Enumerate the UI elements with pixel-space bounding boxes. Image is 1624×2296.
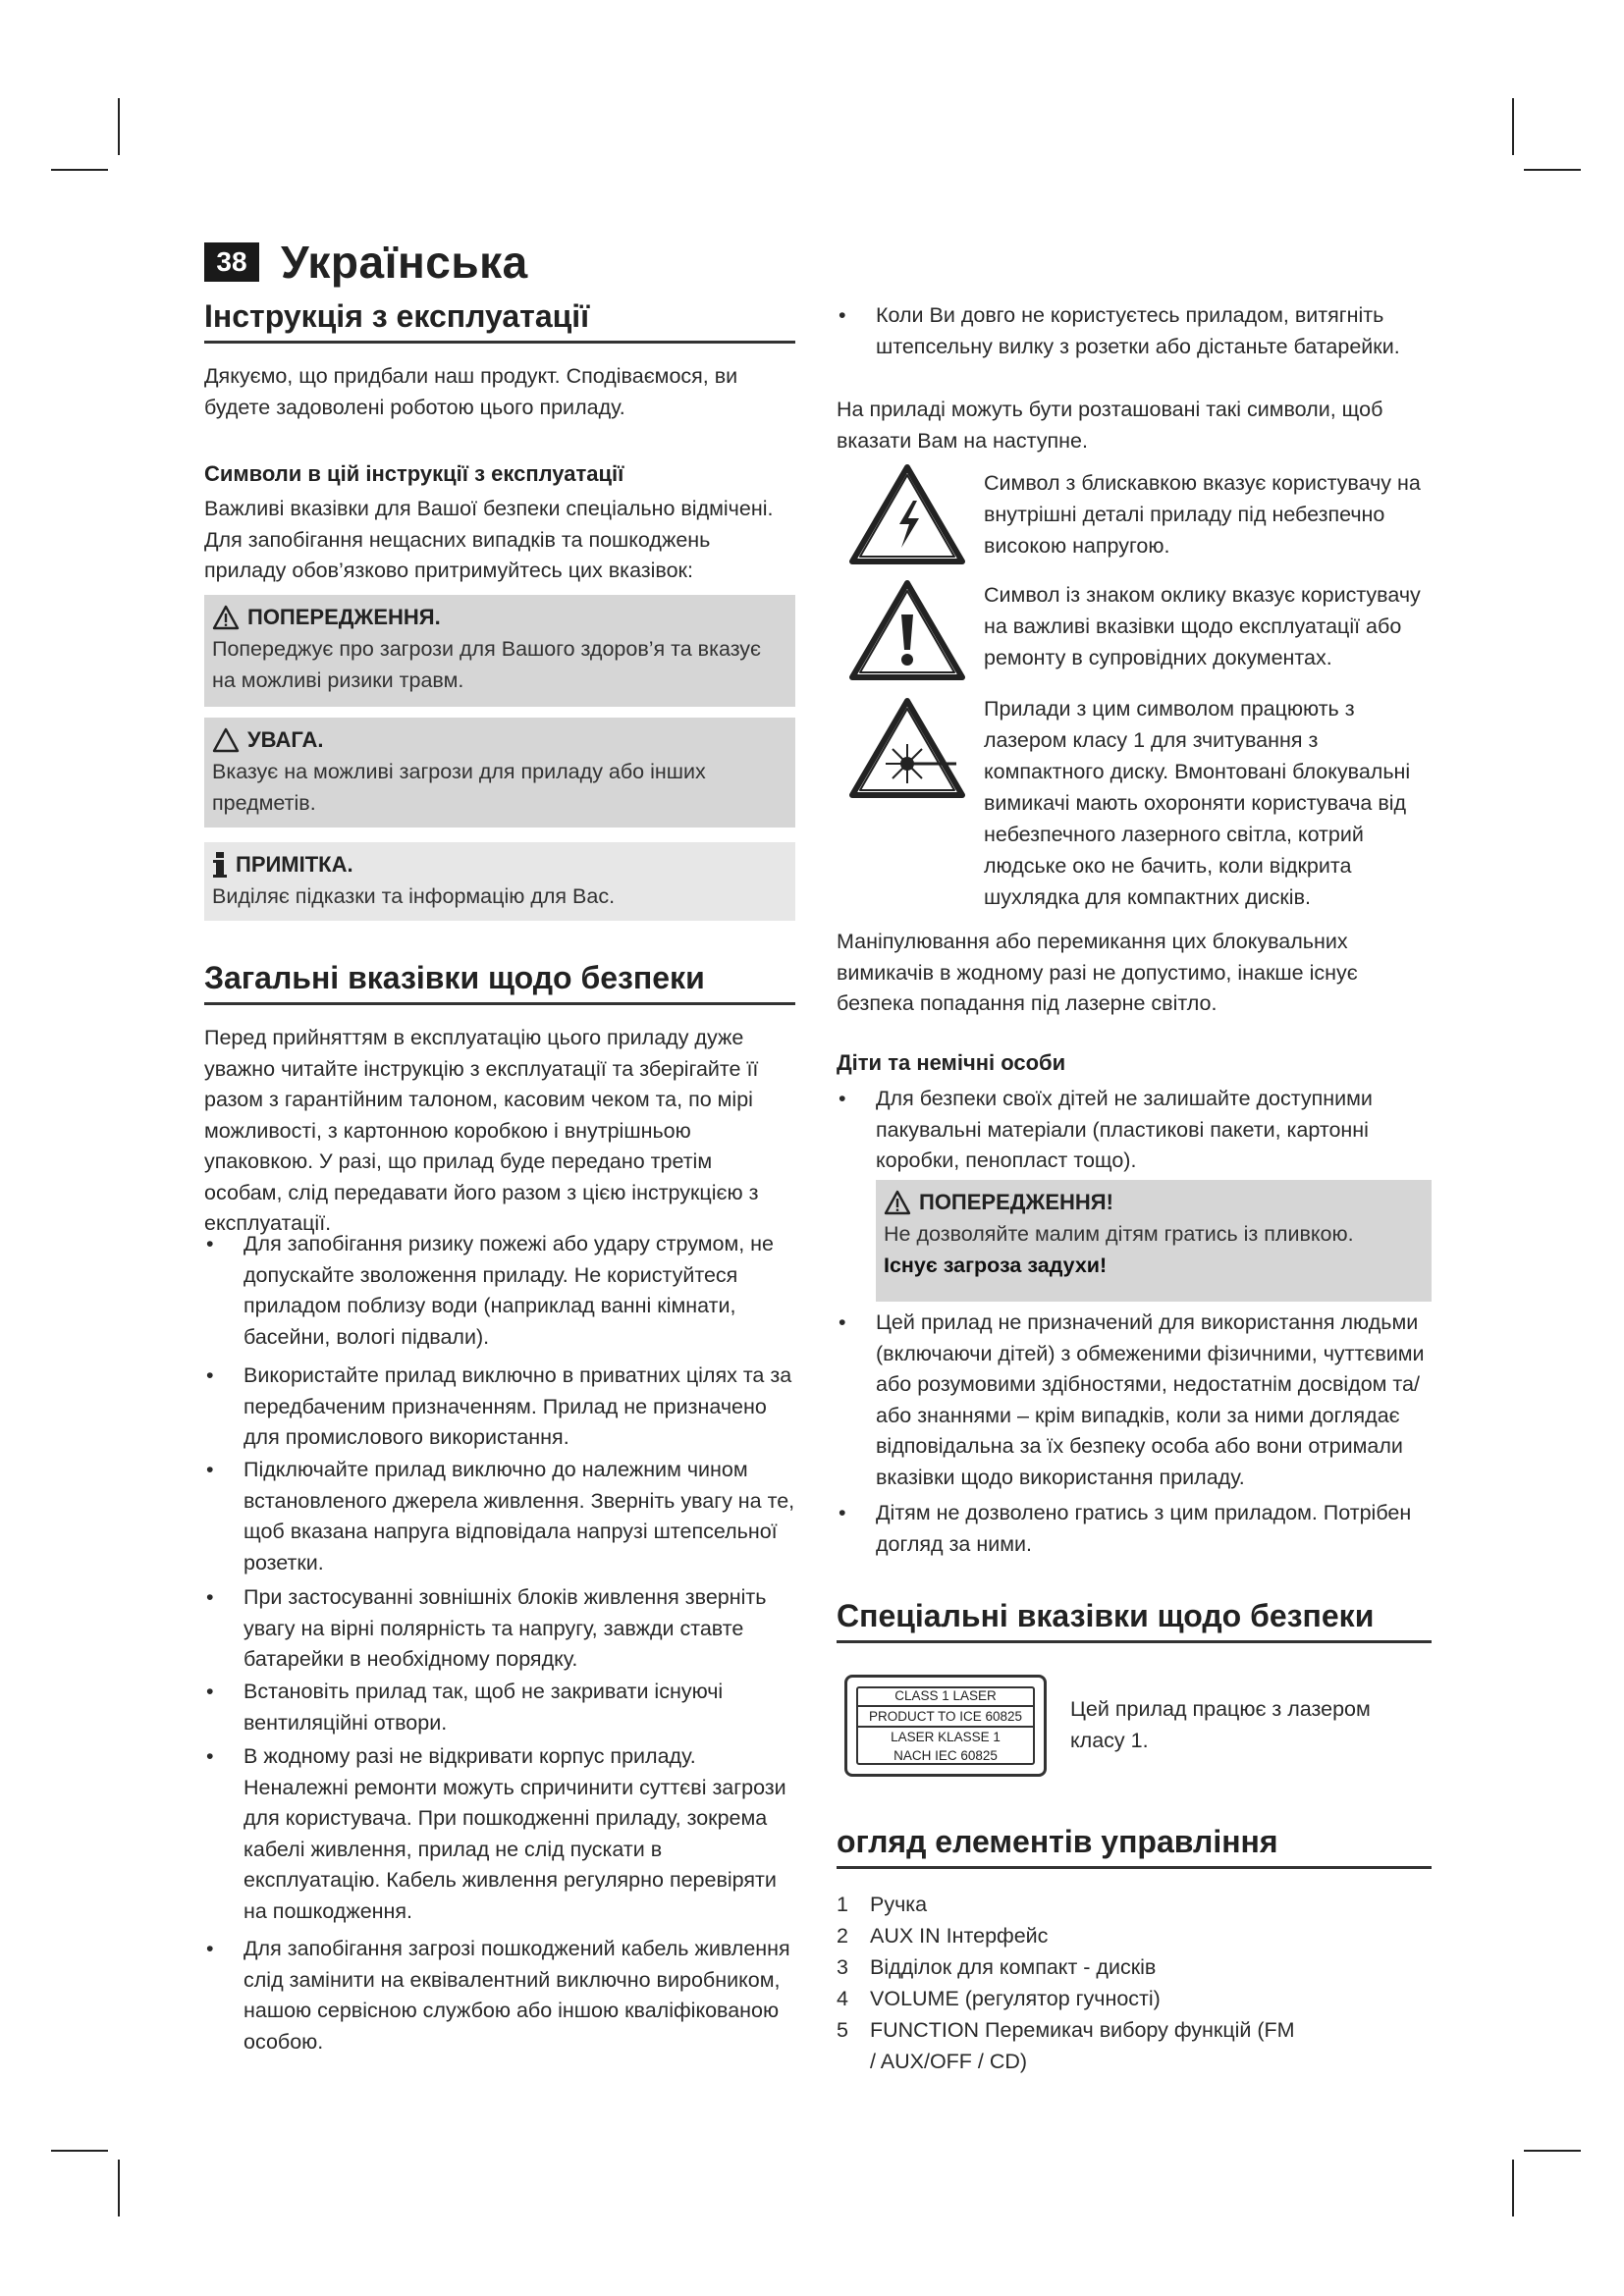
crop-mark: [1524, 169, 1581, 171]
list-item: • Використайте прилад виключно в приватних цілях та за передбаченим призначенням. Прилад не призначено для промислового використання.: [206, 1363, 792, 1449]
page-number: 38: [204, 242, 259, 282]
list-item: 4 VOLUME (регулятор гучності): [837, 1987, 1161, 2010]
lightning-symbol: [846, 461, 968, 574]
caution-triangle-icon: [212, 727, 240, 753]
special-safety-text: Цей прилад працює з лазером класу 1.: [1070, 1697, 1371, 1752]
laser-label-line: PRODUCT TO ICE 60825: [858, 1705, 1033, 1728]
crop-mark: [118, 98, 120, 155]
caution-box: [204, 718, 795, 828]
children-warning-box: [876, 1180, 1432, 1302]
symbols-intro-text: На приладі можуть бути розташовані такі символи, щоб вказати Вам на наступне.: [837, 398, 1383, 453]
list-item: • В жодному разі не відкривати корпус приладу. Неналежні ремонти можуть спричинити суттєві загрози для користувача. При пошкодженні приладу, зокрема кабелі живлення, прилад не слід пускати в експлуатацію. Кабель живлення регулярно перевіряти на пошкодження.: [206, 1744, 786, 1923]
list-item: 3 Відділок для компакт - дисків: [837, 1955, 1157, 1979]
section-title-special-safety: Спеціальні вказівки щодо безпеки: [837, 1598, 1432, 1643]
list-item: • Коли Ви довго не користуєтесь приладом, витягніть штепсельну вилку з розетки або дістаньте батарейки.: [839, 303, 1400, 358]
laser-label-line: CLASS 1 LASER: [894, 1688, 997, 1703]
list-item: • Для безпеки своїх дітей не залишайте доступними пакувальні матеріали (пластикові пакети, картонні коробки, пенопласт тощо).: [839, 1087, 1373, 1172]
list-item: • Встановіть прилад так, щоб не закривати існуючі вентиляційні отвори.: [206, 1680, 724, 1735]
children-warning-label: ПОПЕРЕДЖЕННЯ!: [919, 1190, 1113, 1214]
laser-label-line: LASER KLASSE 1: [891, 1730, 1001, 1744]
list-item: • Підключайте прилад виключно до належним чином встановленого джерела живлення. Зверніть увагу на те, щоб вказана напруга відповідала напрузі штепсельної розетки.: [206, 1458, 795, 1575]
symbols-heading: Символи в цій інструкції з експлуатації: [204, 461, 624, 486]
section-title-controls: огляд елементів управління: [837, 1824, 1432, 1869]
warning-label: ПОПЕРЕДЖЕННЯ.: [247, 605, 441, 629]
caution-label: УВАГА.: [247, 727, 324, 752]
note-text: Виділяє підказки та інформацію для Вас.: [212, 884, 616, 908]
note-box: [204, 842, 795, 921]
section-title-general-safety: Загальні вказівки щодо безпеки: [204, 960, 795, 1005]
crop-mark: [118, 2160, 120, 2216]
crop-mark: [51, 2150, 108, 2152]
laser-symbol-text: Прилади з цим символом працюють з лазером класу 1 для зчитування з компактного диску. Вмонтовані блокувальні вимикачі мають охороняти користувача від небезпечного лазерного світла, котрий людське око не бачить, коли відкрита шухлядка для компактних дисків.: [984, 697, 1411, 909]
list-item: • Цей прилад не призначений для використання людьми (включаючи дітей) з обмеженими фізичними, чуттєвими або розумовими здібностями, недостатнім досвідом та/або знаннями – крім випадків, коли за ними доглядає відповідальна за їх безпеку особа або вони отримали вказівки щодо використання приладу.: [839, 1310, 1425, 1489]
info-icon: [212, 851, 228, 879]
crop-mark: [51, 169, 108, 171]
laser-class-label: [844, 1675, 1047, 1777]
symbols-text: Важливі вказівки для Вашої безпеки спеціально відмічені. Для запобігання нещасних випадків та пошкоджень приладу обов’язково притримуйтесь цих вказівок:: [204, 497, 774, 582]
general-intro-text: Перед прийняттям в експлуатацію цього приладу дуже уважно читайте інструкцію з експлуатації та зберігайте її разом з гарантійним талоном, касовим чеком та, по мірі можливості, з картонною коробкою і внутрішньою упаковкою. У разі, що прилад буде передано третім особам, слід передавати його разом з цією інструкцією з експлуатації.: [204, 1026, 759, 1235]
warning-box-title: [212, 601, 787, 634]
controls-list: [837, 1889, 1432, 2077]
children-warning-emphasis: Існує загроза задухи!: [884, 1253, 1108, 1277]
laser-symbol: [846, 695, 968, 808]
caution-box-title: [212, 723, 787, 757]
warning-triangle-icon: [884, 1190, 911, 1215]
list-item: 5 FUNCTION Перемикач вибору функцій (FM / AUX/OFF / CD): [837, 2018, 1295, 2073]
laser-label-line: NACH IEC 60825: [893, 1748, 998, 1763]
page-header: [204, 236, 528, 289]
list-item: • Для запобігання ризику пожежі або удару струмом, не допускайте зволоження приладу. Не користуйтеся приладом поблизу води (наприклад ванні кімнати, басейни, вологі підвали).: [206, 1232, 775, 1349]
language-title: Українська: [281, 237, 528, 288]
warning-text: Попереджує про загрози для Вашого здоров’я та вказує на можливі ризики травм.: [212, 637, 762, 692]
lightning-symbol-text: Символ з блискавкою вказує користувачу на внутрішні деталі приладу під небезпечно високою напругою.: [984, 471, 1421, 558]
list-item: • Дітям не дозволено гратись з цим приладом. Потрібен догляд за ними.: [839, 1501, 1412, 1556]
note-label: ПРИМІТКА.: [236, 852, 353, 877]
crop-mark: [1524, 2150, 1581, 2152]
lightning-warning-icon: [846, 461, 968, 569]
laser-warning-icon: [846, 695, 968, 803]
children-warning-title: [884, 1186, 1424, 1219]
exclamation-warning-icon: [846, 577, 968, 685]
intro-text: Дякуємо, що придбали наш продукт. Сподіваємося, ви будете задоволені роботою цього приладу.: [204, 364, 738, 419]
list-item: 2 AUX IN Інтерфейс: [837, 1924, 1049, 1948]
exclamation-symbol-text: Символ із знаком оклику вказує користувачу на важливі вказівки щодо експлуатації або ремонту в супровідних документах.: [984, 583, 1421, 669]
list-item: 1 Ручка: [837, 1893, 928, 1916]
laser-note-text: Маніпулювання або перемикання цих блокувальних вимикачів в жодному разі не допустимо, інакше існує безпека попадання під лазерне світло.: [837, 930, 1358, 1015]
warning-triangle-icon: [212, 605, 240, 630]
note-box-title: [212, 848, 787, 881]
section-title-instructions: Інструкція з експлуатації: [204, 298, 795, 344]
caution-text: Вказує на можливі загрози для приладу або інших предметів.: [212, 760, 706, 815]
crop-mark: [1512, 2160, 1514, 2216]
warning-box: [204, 595, 795, 707]
exclamation-symbol: [846, 577, 968, 690]
list-item: • Для запобігання загрозі пошкоджений кабель живлення слід замінити на еквівалентний виключно виробником, нашою сервісною службою або іншою кваліфікованою особою.: [206, 1937, 790, 2054]
children-heading: Діти та немічні особи: [837, 1050, 1066, 1075]
list-item: • При застосуванні зовнішніх блоків живлення зверніть увагу на вірні полярність та напругу, завжди ставте батарейки в необхідному порядку.: [206, 1585, 767, 1671]
crop-mark: [1512, 98, 1514, 155]
children-warning-text: Не дозволяйте малим дітям гратись із пливкою.: [884, 1222, 1354, 1246]
